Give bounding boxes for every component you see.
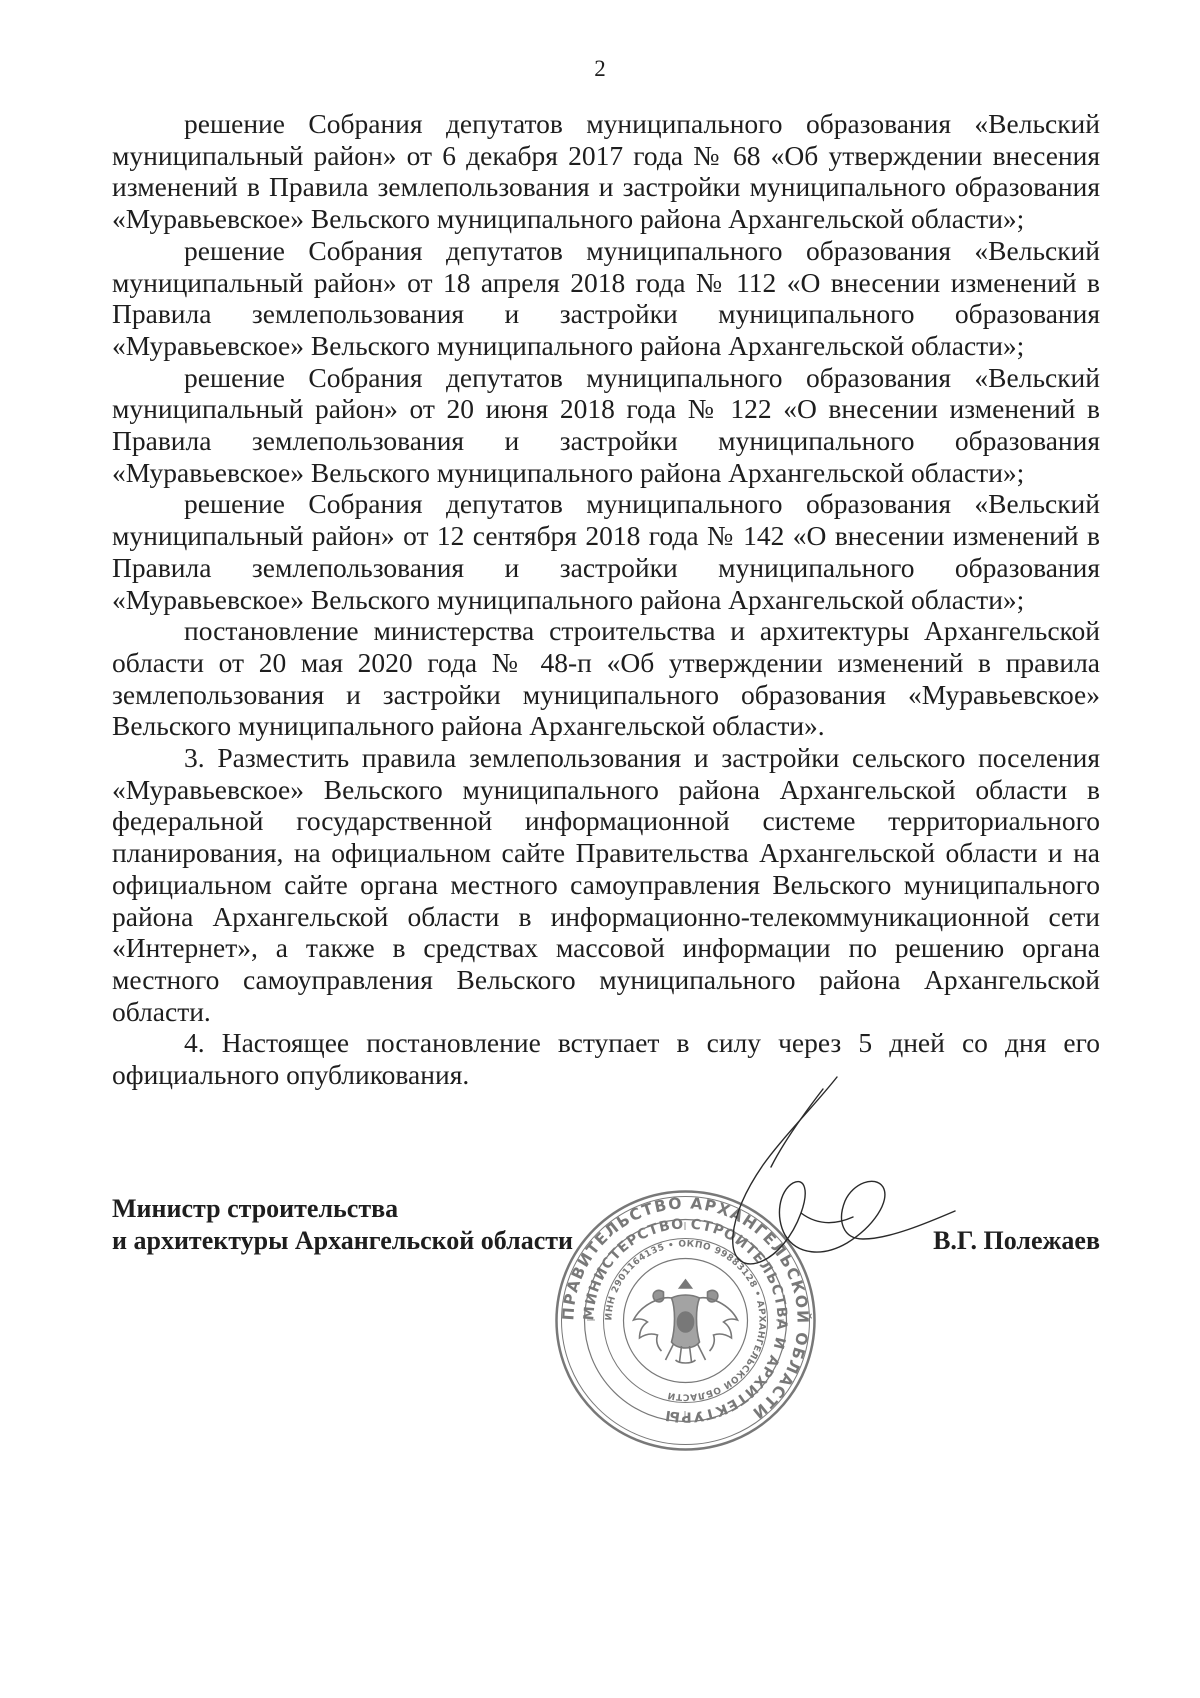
signatory-name: В.Г. Полежаев	[933, 1226, 1100, 1255]
signatory-title-line2: и архитектуры Архангельской области	[112, 1226, 574, 1255]
document-body	[112, 108, 1100, 1091]
paragraph-item-4: 4. Настоящее постановление вступает в силу через 5 дней со дня его официального опубликования.	[112, 1027, 1100, 1091]
page-number: 2	[594, 56, 606, 81]
signatory-title	[112, 1193, 573, 1257]
handwritten-signature-icon	[705, 1075, 965, 1335]
paragraph-decision-68: решение Собрания депутатов муниципального образования «Вельский муниципальный район» от 6 декабря 2017 года № 68 «Об утверждении внесения изменений в Правила землепользования и застройки муниципального образования «Муравьевское» Вельского муниципального района Архангельской области»;	[112, 108, 1100, 235]
paragraph-decision-142: решение Собрания депутатов муниципального образования «Вельский муниципальный район» от 12 сентября 2018 года № 142 «О внесении изменений в Правила землепользования и застройки муниципального образования «Муравьевское» Вельского муниципального района Архангельской области»;	[112, 488, 1100, 615]
svg-text:ПРАВИТЕЛЬСТВО АРХАНГЕЛЬСКОЙ ОБ: ПРАВИТЕЛЬСТВО АРХАНГЕЛЬСКОЙ ОБЛАСТИ	[559, 1194, 812, 1423]
signatory-title-line1: Министр строительства	[112, 1194, 399, 1223]
paragraph-decision-122: решение Собрания депутатов муниципального образования «Вельский муниципальный район» от 20 июня 2018 года № 122 «О внесении изменений в Правила землепользования и застройки муниципального образования «Муравьевское» Вельского муниципального района Архангельской области»;	[112, 361, 1100, 488]
svg-text:ИНН 2901164135 • ОКПО 99883128: ИНН 2901164135 • ОКПО 99883128 • АРХАНГЕЛЬСКОЙ ОБЛАСТИ	[604, 1239, 767, 1402]
paragraph-decision-112: решение Собрания депутатов муниципального образования «Вельский муниципальный район» от 18 апреля 2018 года № 112 «О внесении изменений в Правила землепользования и застройки муниципального образования «Муравьевское» Вельского муниципального района Архангельской области»;	[112, 234, 1100, 361]
paragraph-item-3: 3. Разместить правила землепользования и застройки сельского поселения «Муравьевское» Вельского муниципального района Архангельской области в федеральной государственной информационной системе территориального планирования, на официальном сайте Правительства Архангельской области и на официальном сайте органа местного самоуправления Вельского муниципального района Архангельской области в информационно-телекоммуникационной сети «Интернет», а также в средствах массовой информации по решению органа местного самоуправления Вельского муниципального района Архангельской области.	[112, 742, 1100, 1027]
paragraph-resolution-48p: постановление министерства строительства и архитектуры Архангельской области от 20 мая 2020 года № 48-п «Об утверждении изменений в правила землепользования и застройки муниципального образования «Муравьевское» Вельского муниципального района Архангельской области».	[112, 615, 1100, 742]
svg-text:МИНИСТЕРСТВО СТРОИТЕЛЬСТВА И А: МИНИСТЕРСТВО СТРОИТЕЛЬСТВА И АРХИТЕКТУРЫ	[581, 1216, 790, 1425]
